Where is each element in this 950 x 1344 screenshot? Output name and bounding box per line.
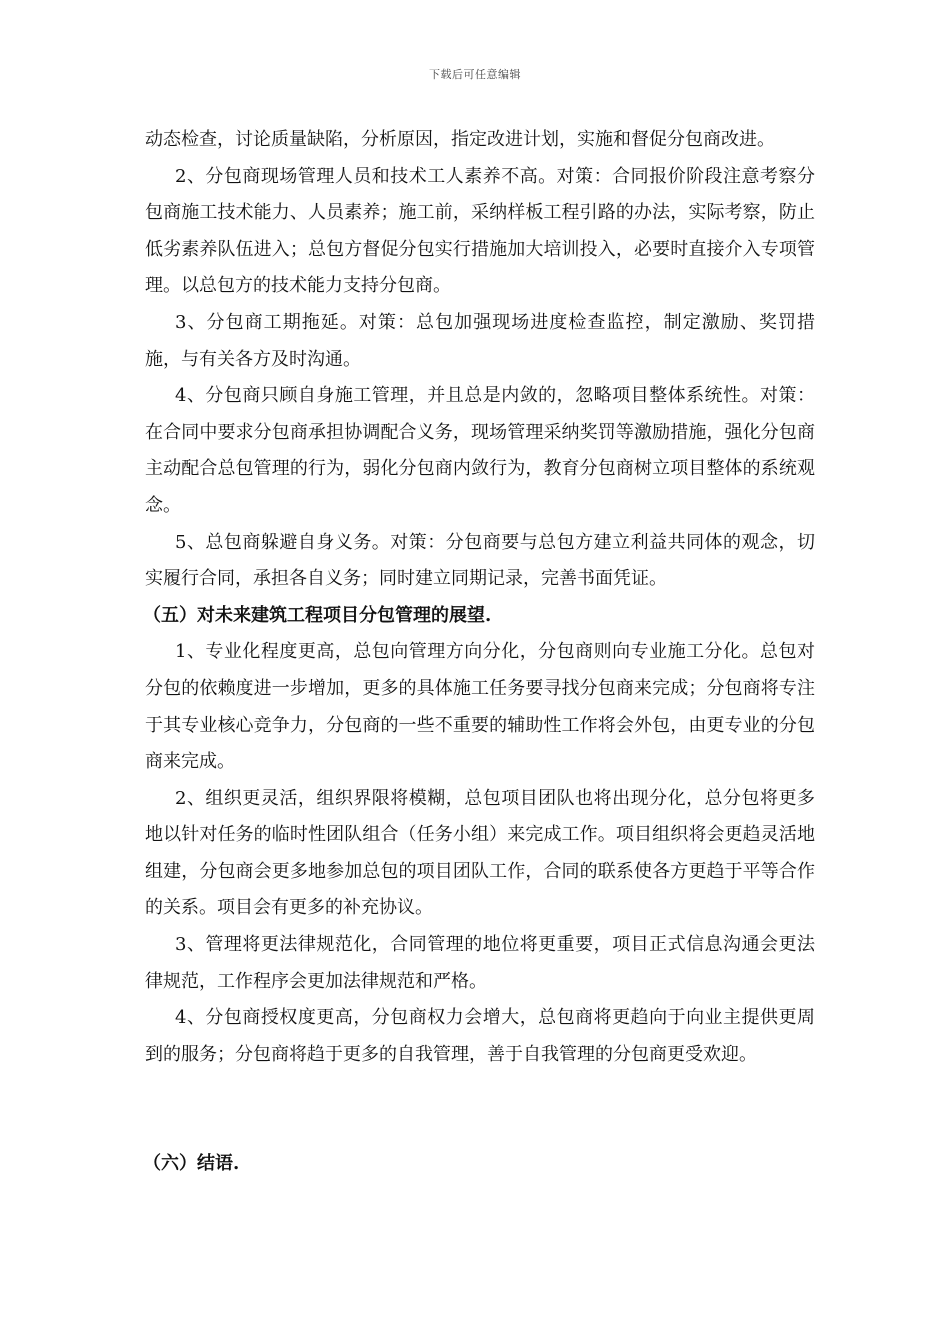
section-5-item-4: 4、分包商授权度更高，分包商权力会增大，总包商将更趋向于向业主提供更周到的服务；分包商将趋于更多的自我管理，善于自我管理的分包商更受欢迎。 [145,1007,815,1065]
document-body [145,122,815,1183]
section-6-heading: （六）结语. [143,1153,240,1175]
paragraph-item-5: 5、总包商躲避自身义务。对策：分包商要与总包方建立利益共同体的观念，切实履行合同，承担各自义务；同时建立同期记录，完善书面凭证。 [145,531,815,590]
section-5-heading: （五）对未来建筑工程项目分包管理的展望. [143,604,492,626]
paragraph-continuation: 动态检查，讨论质量缺陷，分析原因，指定改进计划，实施和督促分包商改进。 [145,129,775,150]
blank-spacing [145,1073,815,1146]
paragraph-item-4: 4、分包商只顾自身施工管理，并且总是内敛的，忽略项目整体系统性。对策：在合同中要求分包商承担协调配合义务，现场管理采纳奖罚等激励措施，强化分包商主动配合总包管理的行为，弱化分包商内敛行为，教育分包商树立项目整体的系统观念。 [145,385,815,516]
section-5-item-3: 3、管理将更法律规范化，合同管理的地位将更重要，项目正式信息沟通会更法律规范，工作程序会更加法律规范和严格。 [145,934,815,992]
section-5-item-1: 1、专业化程度更高，总包向管理方向分化，分包商则向专业施工分化。总包对分包的依赖度进一步增加，更多的具体施工任务要寻找分包商来完成；分包商将专注于其专业核心竞争力，分包商的一些不重要的辅助性工作将会外包，由更专业的分包商来完成。 [145,641,815,773]
page-header: 下载后可任意编辑 [429,68,521,81]
paragraph-item-2: 2、分包商现场管理人员和技术工人素养不高。对策：合同报价阶段注意考察分包商施工技术能力、人员素养；施工前，采纳样板工程引路的办法，实际考察，防止低劣素养队伍进入；总包方督促分包实行措施加大培训投入，必要时直接介入专项管理。以总包方的技术能力支持分包商。 [145,165,815,297]
paragraph-item-3: 3、分包商工期拖延。对策：总包加强现场进度检查监控，制定激励、奖罚措施，与有关各方及时沟通。 [145,311,815,370]
section-5-item-2: 2、组织更灵活，组织界限将模糊，总包项目团队也将出现分化，总分包将更多地以针对任务的临时性团队组合（任务小组）来完成工作。项目组织将会更趋灵活地组建，分包商会更多地参加总包的项目团队工作，合同的联系使各方更趋于平等合作的关系。项目会有更多的补充协议。 [145,787,815,919]
